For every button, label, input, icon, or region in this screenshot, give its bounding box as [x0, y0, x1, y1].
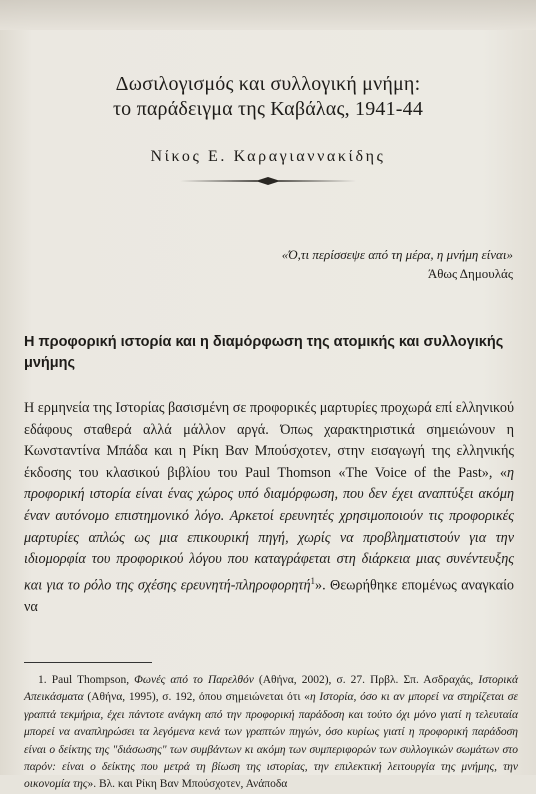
footnote-segment: (Αθήνα, 2002), σ. 27. Πρβλ. Σπ. Ασδραχάς, [253, 674, 479, 686]
footnote [24, 672, 518, 794]
footnote-book-title: Φωνές από το Παρελθόν [134, 674, 254, 686]
epigraph-attribution: Άθως Δημουλάς [427, 266, 513, 281]
article-title-line-2: το παράδειγμα της Καβάλας, 1941-44 [112, 98, 424, 120]
footnote-segment: ». Βλ. και Ρίκη Βαν Μπούσχοτεν, Ανάποδα [87, 778, 288, 791]
ornament-divider [178, 175, 358, 187]
author-name: Νίκος Ε. Καραγιαννακίδης [150, 148, 386, 165]
section-heading: Η προφορική ιστορία και η διαμόρφωση της ατομικής και συλλογικής μνήμης [24, 334, 504, 371]
epigraph-quote: «Ό,τι περίσσεψε από τη μέρα, η μνήμη είναι» [281, 247, 513, 262]
paragraph [24, 398, 514, 619]
footnote-reference: 1 [310, 575, 316, 586]
article-title [0, 72, 536, 122]
footnote-segment: (Αθήνα, 1995), σ. 192, όπου σημειώνεται ότι « [83, 691, 310, 704]
footnote-rule [24, 662, 152, 663]
footnote-segment: Paul Thompson, [51, 674, 135, 686]
page-top-shadow [0, 0, 536, 30]
footnote-book-title: Ιστορικά Απεικάσματα [24, 674, 519, 704]
article-title-line-1: Δωσιλογισμός και συλλογική μνήμη: [115, 73, 421, 95]
footnote-quotation: η Ιστορία, όσο κι αν μπορεί να στηρίζεται σε γραπτά τεκμήρια, έχει πάντοτε ανάγκη από την προφορική παράδοση και τούτο όχι μόνο γιατί η τελευταία μπορεί να αναπληρώσει τα λεγόμενα κενά των γραπτών πηγών, όσο κυρίως γιατί η προφορική παράδοση είναι ο δείκτης της "διάσωσης" των συμβάντων κι ακόμη των συμπεριφορών των συλλογικών σωμάτων στο παρόν: είναι ο δείκτης που μετρά τη βίωση της ιστορίας, την επιλεκτική λειτουργία της μνήμης, την οικονομία της [24, 691, 518, 791]
paragraph-text-end: ». Θεωρήθηκε επομένως αναγκαίο να [24, 577, 515, 616]
body-text [24, 398, 514, 619]
quotation-italic: η προφορική ιστορία είναι ένας χώρος υπό διαμόρφωση, που δεν έχει αναπτύξει ακόμη έναν αυτόνομο επιστημονικό λόγο. Αρκετοί ερευνητές χρησιμοποιούν τις προφορικές μαρτυρίες απλώς ως μια επικουρική πηγή, χωρίς να προβληματιστούν για την ιδιομορφία του προφορικού λόγου που καταγράφεται στη διάρκεια μιας συνέντευξης και για το ρόλο της σχέσης ερευνητή-πληροφορητή [24, 464, 514, 594]
footnote-text [24, 672, 518, 794]
paragraph-text: Η ερμηνεία της Ιστορίας βασισμένη σε προφορικές μαρτυρίες προχωρά επί ελληνικού εδάφους σταθερά αλλά μάλλον αργά. Όπως χαρακτηριστικά σημειώνουν η Κωνσταντίνα Μπάδα και η Ρίκη Βαν Μπούσχοτεν, στην εισαγωγή της ελληνικής έκδοσης του κλασικού βιβλίου του Paul Thomson «The Voice of the Past», « [24, 400, 514, 481]
footnote-number: 1. [38, 674, 47, 686]
